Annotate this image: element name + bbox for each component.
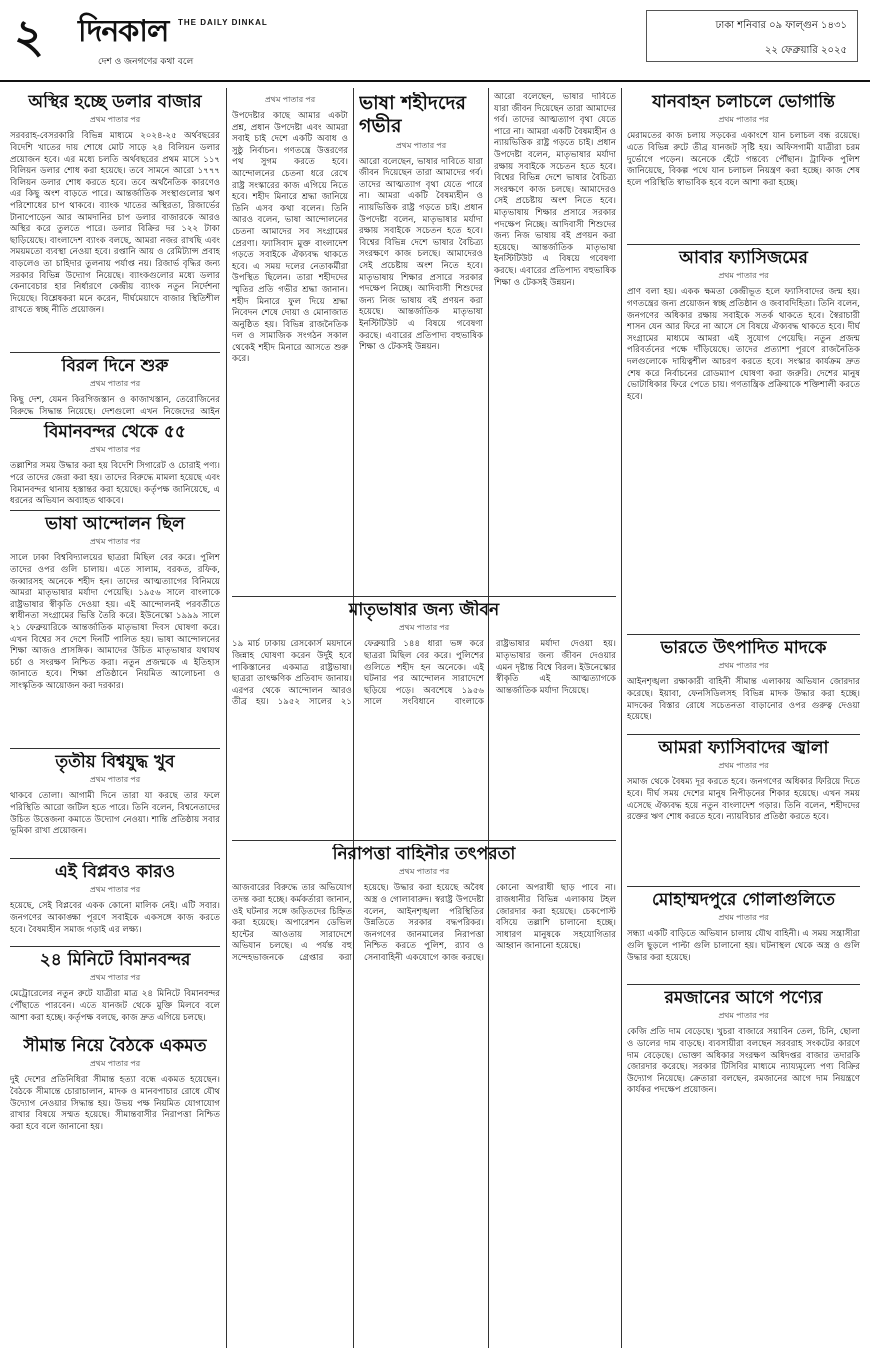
headline: আবার ফ্যাসিজমের (679, 248, 808, 268)
headline: ২৪ মিনিটে বিমানবন্দর (39, 950, 191, 970)
article-body: কিছু দেশ, যেমন কিরগিজস্তান ও কাজাখস্তান, তেরোজিনের বিরুদ্ধে সিদ্ধান্ত নিয়েছে। দেশগুলো এখন নিজেদের আইন (10, 395, 220, 416)
article-body: দুই দেশের প্রতিনিধিরা সীমান্ত হত্যা বন্ধে একমত হয়েছেন। বৈঠকে সীমান্তে চোরাচালান, মাদক ও মানবপাচার রোধে যৌথ উদ্যোগ নেওয়ার সিদ্ধান্ত হয়। উভয় পক্ষ নিয়মিত যোগাযোগ রাখার বিষয়ে সম্মত হয়েছে। সীমান্তবাসীর নিরাপত্তা নিশ্চিত করা হবে বলে জানানো হয়। (10, 1075, 220, 1132)
article-security-forces (232, 844, 616, 1346)
byline: প্রথম পাতার পর (718, 913, 769, 923)
article-24-minutes (10, 950, 220, 1034)
headline: ভাষা আন্দোলন ছিল (45, 514, 185, 534)
article-body: আজবারের বিরুদ্ধে তার অভিযোগ তদন্ত করা হচ্ছে। কর্মকর্তারা জানান, ওই ঘটনার সঙ্গে জড়িতদের চিহ্নিত করা হয়েছে। অপারেশন ডেভিল হান্টের আওতায় সারাদেশে অভিযান চলছে। এ পর্যন্ত বহু সন্দেহভাজনকে গ্রেপ্তার করা হয়েছে। উদ্ধার করা হয়েছে অবৈধ অস্ত্র ও গোলাবারুদ। স্বরাষ্ট্র উপদেষ্টা বলেন, আইনশৃঙ্খলা পরিস্থিতির উন্নতিতে সরকার বদ্ধপরিকর। জনগণের জানমালের নিরাপত্তা নিশ্চিত করতে পুলিশ, র‌্যাব ও সেনাবাহিনী একযোগে কাজ করছে। কোনো অপরাধী ছাড় পাবে না। রাজধানীর বিভিন্ন এলাকায় টহল জোরদার করা হয়েছে। চেকপোস্ট বসিয়ে তল্লাশি চালানো হচ্ছে। সাধারণ মানুষকে সহযোগিতার আহ্বান জানানো হয়েছে। (232, 883, 616, 963)
article-body: আরো বলেছেন, ভাষার দাবিতে যারা জীবন দিয়েছেন তারা আমাদের গর্ব। তাদের আত্মত্যাগ বৃথা যেতে পারে না। আমরা একটি বৈষম্যহীন ও ন্যায়ভিত্তিক রাষ্ট্র গড়তে চাই। প্রধান উপদেষ্টা বলেন, মাতৃভাষার মর্যাদা রক্ষায় সবাইকে সচেতন হতে হবে। বিশ্বের বিভিন্ন দেশে ভাষার বৈচিত্র্য সংরক্ষণে কাজ চলছে। আমাদেরও সেই প্রচেষ্টায় অংশ নিতে হবে। মাতৃভাষায় শিক্ষার প্রসারে সরকার পদক্ষেপ নিচ্ছে। আদিবাসী শিশুদের জন্য নিজ ভাষায় বই প্রণয়ন করা হয়েছে। আন্তর্জাতিক মাতৃভাষা ইনস্টিটিউট এ বিষয়ে গবেষণা করছে। এবারের প্রতিপাদ্য বহুভাষিক শিক্ষা ও টেকসই উন্নয়ন। (494, 92, 616, 288)
headline: অস্থির হচ্ছে ডলার বাজার (28, 92, 202, 112)
article-border-meeting (10, 1036, 220, 1346)
headline: বিমানবন্দর থেকে ৫৫ (44, 422, 186, 442)
byline: প্রথম পাতার পর (89, 379, 141, 389)
page-number: ২ (14, 9, 44, 63)
headline: ভারতে উৎপাদিত মাদকে (660, 638, 827, 658)
byline: প্রথম পাতার পর (718, 761, 769, 771)
headline: মাতৃভাষার জন্য জীবন (348, 600, 500, 620)
headline: সীমান্ত নিয়ে বৈঠকে একমত (23, 1036, 207, 1056)
article-india-drugs (627, 638, 860, 732)
headline: ভাষা শহীদদের গভীর (359, 92, 466, 137)
article-body: উপদেষ্টার কাছে আমার একটা প্রশ্ন, প্রধান উপদেষ্টা এবং আমরা সবাই চাই দেশে একটি অবাধ ও সুষ্ঠু নির্বাচন। গণতন্ত্রে উত্তরণের পথ সুগম করতে হবে। আন্দোলনের চেতনা ধরে রেখে রাষ্ট্র সংস্কারের কাজ এগিয়ে নিতে হবে। শহীদ মিনারে শ্রদ্ধা জানিয়ে তিনি এসব কথা বলেন। তিনি আরও বলেন, ভাষা আন্দোলনের চেতনা আমাদের সব সংগ্রামের প্রেরণা। ফ্যাসিবাদ মুক্ত বাংলাদেশ গড়তে সবাইকে ঐক্যবদ্ধ থাকতে হবে। এ সময় দলের নেতাকর্মীরা উপস্থিত ছিলেন। তারা শহীদদের স্মৃতির প্রতি গভীর শ্রদ্ধা জানান। শহীদ মিনারে ফুল দিয়ে শ্রদ্ধা নিবেদন শেষে দোয়া ও মোনাজাত অনুষ্ঠিত হয়। বিভিন্ন রাজনৈতিক দল ও সামাজিক সংগঠন সকাল থেকেই শহীদ মিনারে আসতে শুরু করে। (232, 111, 348, 365)
article-body: মেট্রোরেলের নতুন রুটে যাত্রীরা মাত্র ২৪ মিনিটে বিমানবন্দর পৌঁছাতে পারবেন। এতে যানজট থেকে মুক্তি মিলবে বলে আশা করা হচ্ছে। কর্তৃপক্ষ বলছে, কাজ দ্রুত এগিয়ে চলছে। (10, 989, 220, 1023)
article-body: তল্লাশির সময় উদ্ধার করা হয় বিদেশি সিগারেট ও চোরাই পণ্য। পরে তাদের জেরা করা হয়। তাদের বিরুদ্ধে মামলা হয়েছে এবং বিমানবন্দর থানায় হস্তান্তর করা হয়েছে। কর্তৃপক্ষ জানিয়েছে, এ ধরনের অভিযান অব্যাহত থাকবে। (10, 461, 220, 507)
byline: প্রথম পাতার পর (718, 661, 769, 671)
headline: তৃতীয় বিশ্বযুদ্ধ খুব (55, 752, 175, 772)
article-body: আরো বলেছেন, ভাষার দাবিতে যারা জীবন দিয়েছেন তারা আমাদের গর্ব। তাদের আত্মত্যাগ বৃথা যেতে পারে না। আমরা একটি বৈষম্যহীন ও ন্যায়ভিত্তিক রাষ্ট্র গড়তে চাই। প্রধান উপদেষ্টা বলেন, মাতৃভাষার মর্যাদা রক্ষায় সবাইকে সচেতন হতে হবে। বিশ্বের বিভিন্ন দেশে ভাষার বৈচিত্র্য সংরক্ষণে কাজ চলছে। আমাদেরও সেই প্রচেষ্টায় অংশ নিতে হবে। মাতৃভাষায় শিক্ষার প্রসারে সরকার পদক্ষেপ নিচ্ছে। আদিবাসী শিশুদের জন্য নিজ ভাষায় বই প্রণয়ন করা হয়েছে। আন্তর্জাতিক মাতৃভাষা ইনস্টিটিউট এ বিষয়ে গবেষণা করছে। এবারের প্রতিপাদ্য বহুভাষিক শিক্ষা ও টেকসই উন্নয়ন। (359, 156, 483, 353)
byline: প্রথম পাতার পর (718, 271, 769, 281)
article-third-world-war (10, 752, 220, 856)
article-body: থাকবে তোলা। আগামী দিনে তারা যা করছে তার ফলে পরিস্থিতি আরো জটিল হতে পারে। তিনি বলেন, বিশ্বনেতাদের উচিত উত্তেজনা কমাতে উদ্যোগ নেওয়া। শান্তি প্রতিষ্ঠায় সবার ভূমিকা রাখা প্রয়োজন। (10, 791, 220, 837)
article-divider (10, 352, 220, 353)
article-body: আইনশৃঙ্খলা রক্ষাকারী বাহিনী সীমান্ত এলাকায় অভিযান জোরদার করেছে। ইয়াবা, ফেনসিডিলসহ বিভিন্ন মাদক উদ্ধার করা হচ্ছে। মাদকের বিস্তার রোধে সচেতনতা বাড়ানোর ওপর গুরুত্ব দেওয়া হয়েছে। (627, 677, 860, 723)
article-body: সালে ঢাকা বিশ্ববিদ্যালয়ের ছাত্ররা মিছিল বের করে। পুলিশ তাদের ওপর গুলি চালায়। এতে সালাম, বরকত, রফিক, জব্বারসহ অনেকে শহীদ হন। তাদের আত্মত্যাগের বিনিময়ে আমরা মাতৃভাষার মর্যাদা পেয়েছি। ১৯৫৬ সালে বাংলাকে রাষ্ট্রভাষার স্বীকৃতি দেওয়া হয়। এই আন্দোলনই পরবর্তীতে স্বাধীনতা সংগ্রামের ভিত্তি তৈরি করে। ইউনেস্কো ১৯৯৯ সালে ২১ ফেব্রুয়ারিকে আন্তর্জাতিক মাতৃভাষা দিবস ঘোষণা করে। এখন বিশ্বের সব দেশে দিনটি পালিত হয়। ভাষা আন্দোলনের শিক্ষা আজও প্রাসঙ্গিক। আমাদের উচিত মাতৃভাষার যথাযথ চর্চা ও সংরক্ষণ নিশ্চিত করা। নতুন প্রজন্মকে এ ইতিহাস জানাতে হবে। শিক্ষা প্রতিষ্ঠানে নিয়মিত আলোচনা ও সাংস্কৃতিক আয়োজন করা দরকার। (10, 553, 220, 691)
article-airport-55 (10, 422, 220, 508)
article-martyrs-continued (494, 92, 616, 592)
article-body: সরবরাহ-বেসরকারি বিভিন্ন মাধ্যমে ২০২৪-২৫ অর্থবছরের বিদেশি খাতের দায় শোধে মোট সাড়ে ২৪ বিলিয়ন ডলার প্রয়োজন হবে। এর মধ্যে চলতি অর্থবছরের প্রথম মাসে ১১৭ বিলিয়ন ডলার শোধ করা হয়েছে। তবে সামনে আরো ১৭৭৭ বিলিয়ন ডলার শোধ করতে হবে। তবে অর্থনৈতিক কারণেও এর কিছু অংশ বাড়তে পারে। আন্তর্জাতিক সংস্থাগুলোর ঋণ পরিশোধের চাপ থাকবে। ব্যাংক খাতের অস্থিরতা, রিজার্ভের টানাপোড়েন আর আমদানির চাপ ডলার বাজারকে আরও অস্থির করে তুলতে পারে। ডলার বিক্রির দর ১২২ টাকা ছাড়িয়েছে। বাংলাদেশ ব্যাংক বলছে, আমরা নজর রাখছি এবং সময়মতো ব্যবস্থা নেওয়া হবে। রপ্তানি আয় ও রেমিট্যান্স প্রবাহ বাড়লেও তা চাহিদার তুলনায় পর্যাপ্ত নয়। রিজার্ভ বৃদ্ধির জন্য সরকার বিভিন্ন উদ্যোগ নিয়েছে। ব্যাংকগুলোর মধ্যে ডলার কেনাবেচার হার নির্ধারণে কেন্দ্রীয় ব্যাংক নতুন নির্দেশনা দিয়েছে। বিশ্লেষকরা মনে করেন, দীর্ঘমেয়াদে বাজার স্থিতিশীল রাখতে স্বচ্ছ নীতি প্রয়োজন। (10, 131, 220, 316)
byline: প্রথম পাতার পর (89, 1059, 141, 1069)
byline: প্রথম পাতার পর (718, 1011, 769, 1021)
byline: প্রথম পাতার পর (89, 885, 141, 895)
article-divider (627, 886, 860, 887)
byline: প্রথম পাতার পর (89, 973, 141, 983)
headline: বিরল দিনে শুরু (61, 356, 169, 376)
newspaper-logo-english: THE DAILY DINKAL (178, 18, 268, 27)
masthead (0, 0, 870, 82)
article-continuation-col2 (232, 92, 348, 592)
article-body: প্রাণ বলা হয়। একক ক্ষমতা কেন্দ্রীভূত হলে ফ্যাসিবাদের জন্ম হয়। গণতন্ত্রের জন্য প্রয়োজন স্বচ্ছ প্রতিষ্ঠান ও জবাবদিহিতা। তিনি বলেন, জনগণের অধিকার রক্ষায় সবাইকে সতর্ক থাকতে হবে। স্বৈরাচারী শাসন যেন আর ফিরে না আসে সে বিষয়ে ঐক্যবদ্ধ থাকতে হবে। দীর্ঘ সংগ্রামের মাধ্যমে আমরা এই সুযোগ পেয়েছি। নতুন প্রজন্ম পরিবর্তনের পক্ষে দাঁড়িয়েছে। তাদের প্রত্যাশা পূরণে রাজনৈতিক দলগুলোকে দায়িত্বশীল আচরণ করতে হবে। সংস্কার কার্যক্রম দ্রুত শেষ করে নির্বাচনের রোডম্যাপ ঘোষণা করা জরুরি। দেশের মানুষ ভোটাধিকার ফিরে পেতে চায়। গণতান্ত্রিক প্রক্রিয়াকে শক্তিশালী করতে হবে। (627, 287, 860, 402)
article-divider (627, 734, 860, 735)
byline: প্রথম পাতার পর (395, 140, 447, 150)
headline: এই বিপ্লবও কারও (54, 862, 176, 882)
newspaper-slogan: দেশ ও জনগণের কথা বলে (98, 57, 194, 67)
column-rule (226, 88, 227, 1348)
headline: নিরাপত্তা বাহিনীর তৎপরতা (332, 844, 516, 864)
article-mohammadpur (627, 890, 860, 982)
date-english: ২২ ফেব্রুয়ারি ২০২৫ (764, 45, 847, 56)
byline: প্রথম পাতার পর (398, 867, 450, 877)
newspaper-logo: দিনকাল (78, 14, 169, 49)
article-divider (627, 984, 860, 985)
article-divider (10, 946, 220, 947)
article-divider (232, 840, 616, 841)
article-revolution (10, 862, 220, 944)
byline: প্রথম পাতার পর (264, 95, 316, 104)
date-bangla: ঢাকা শনিবার ০৯ ফাল্গুন ১৪৩১ (715, 20, 847, 31)
article-divider (232, 596, 616, 597)
article-divider (10, 510, 220, 511)
byline: প্রথম পাতার পর (89, 445, 141, 455)
headline: রমজানের আগে পণ্যের (664, 988, 823, 1008)
article-dollar-market (10, 92, 220, 350)
article-divider (10, 418, 220, 419)
article-body: কেজি প্রতি দাম বেড়েছে। খুচরা বাজারে সয়াবিন তেল, চিনি, ছোলা ও ডালের দাম বাড়ছে। ব্যবসায়ীরা বলছেন সরবরাহ সংকটের কারণে দাম বেড়েছে। ভোক্তা অধিকার সংরক্ষণ অধিদপ্তর বাজার তদারকি জোরদার করেছে। সরকার টিসিবির মাধ্যমে ন্যায্যমূল্যে পণ্য বিক্রির উদ্যোগ নিয়েছে। ক্রেতারা বলছেন, রমজানের আগে দাম নিয়ন্ত্রণে কার্যকর পদক্ষেপ প্রয়োজন। (627, 1027, 860, 1096)
article-fascism-again (627, 248, 860, 632)
headline: আমরা ফ্যাসিবাদের জ্বালা (658, 738, 829, 758)
article-ramadan-prices (627, 988, 860, 1346)
article-divider (10, 858, 220, 859)
article-mother-tongue (232, 600, 616, 836)
article-body: মেরামতের কাজ চলায় সড়কের একাংশে যান চলাচল বন্ধ রয়েছে। এতে বিভিন্ন রুটে তীব্র যানজট সৃষ্টি হয়। অফিসগামী যাত্রীরা চরম দুর্ভোগে পড়েন। অনেকে হেঁটে গন্তব্যে পৌঁছান। ট্রাফিক পুলিশ জানিয়েছে, বিকল্প পথে যান চলাচল নিয়ন্ত্রণ করা হচ্ছে। কাজ শেষ হলে পরিস্থিতি স্বাভাবিক হবে বলে আশা করা হচ্ছে। (627, 131, 860, 188)
article-martyrs (359, 92, 483, 592)
article-fascism-burn (627, 738, 860, 884)
article-body: হয়েছে, সেই বিপ্লবের একক কোনো মালিক নেই। এটি সবার। জনগণের আকাঙ্ক্ষা পূরণে সবাইকে একসঙ্গে কাজ করতে হবে। বৈষম্যহীন সমাজ গড়াই এর লক্ষ্য। (10, 901, 220, 935)
headline: মোহাম্মদপুরে গোলাগুলিতে (651, 890, 836, 910)
article-body: সন্ধ্যা একটি বাড়িতে অভিযান চালায় যৌথ বাহিনী। এ সময় সন্ত্রাসীরা গুলি ছুড়লে পাল্টা গুলি চালানো হয়। ঘটনাস্থল থেকে অস্ত্র ও গুলি উদ্ধার করা হয়েছে। (627, 929, 860, 963)
article-divider (627, 634, 860, 635)
article-body: সমাজ থেকে বৈষম্য দূর করতে হবে। জনগণের অধিকার ফিরিয়ে দিতে হবে। দীর্ঘ সময় দেশের মানুষ নিপীড়নের শিকার হয়েছে। এখন সময় এসেছে ঐক্যবদ্ধ হয়ে নতুন বাংলাদেশ গড়ার। তিনি বলেন, শহীদদের রক্তের ঋণ শোধ করতে হবে। ন্যায়বিচার প্রতিষ্ঠা করতে হবে। (627, 777, 860, 823)
dateline-box (646, 10, 858, 62)
column-rule (621, 88, 622, 1348)
byline: প্রথম পাতার পর (89, 775, 141, 785)
byline: প্রথম পাতার পর (89, 115, 141, 125)
article-traffic (627, 92, 860, 242)
article-language-movement (10, 514, 220, 746)
byline: প্রথম পাতার পর (398, 623, 450, 633)
byline: প্রথম পাতার পর (89, 537, 141, 547)
article-rare-day (10, 356, 220, 416)
byline: প্রথম পাতার পর (718, 115, 769, 125)
article-body: ১৯ মার্চ ঢাকায় রেসকোর্স ময়দানে জিন্নাহ ঘোষণা করেন উর্দুই হবে পাকিস্তানের একমাত্র রাষ্ট্রভাষা। ছাত্ররা তাৎক্ষণিক প্রতিবাদ জানায়। এরপর থেকে আন্দোলন আরও তীব্র হয়। ১৯৫২ সালের ২১ ফেব্রুয়ারি ১৪৪ ধারা ভঙ্গ করে ছাত্ররা মিছিল বের করে। পুলিশের গুলিতে শহীদ হন অনেকে। এই ঘটনার পর আন্দোলন সারাদেশে ছড়িয়ে পড়ে। অবশেষে ১৯৫৬ সালে সংবিধানে বাংলাকে রাষ্ট্রভাষার মর্যাদা দেওয়া হয়। মাতৃভাষার জন্য জীবন দেওয়ার এমন দৃষ্টান্ত বিশ্বে বিরল। ইউনেস্কোর স্বীকৃতি এই আত্মত্যাগকে আন্তর্জাতিক মর্যাদা দিয়েছে। (232, 639, 616, 708)
article-divider (10, 748, 220, 749)
article-divider (627, 244, 860, 245)
headline: যানবাহন চলাচলে ভোগান্তি (652, 92, 835, 112)
